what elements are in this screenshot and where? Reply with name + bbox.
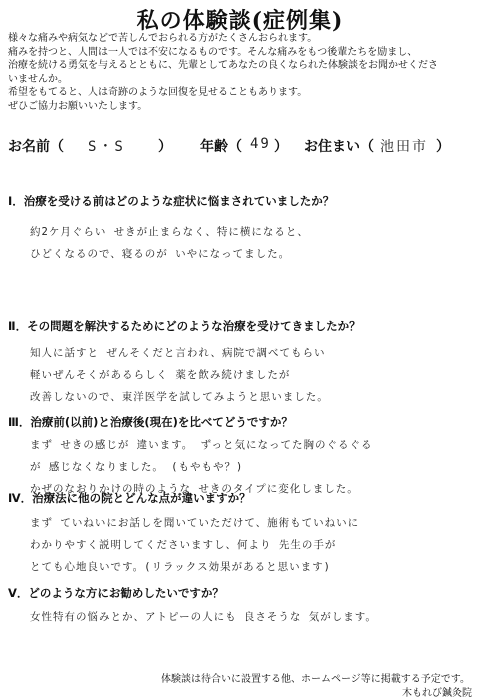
age-value: 49 (250, 136, 271, 152)
age-close: ） (274, 139, 288, 155)
intro-line: ぜひご協力お願いいたします。 (8, 100, 148, 112)
answer-4 (30, 512, 474, 578)
intro-line: いませんか。 (8, 73, 68, 85)
footer-note: 体験談は待合いに設置する他、ホームページ等に掲載する予定です。 (161, 674, 470, 685)
answer-5 (30, 606, 474, 628)
question-3: Ⅲ．治療前(以前)と治療後(現在)を比べてどうですか？ (8, 415, 293, 429)
answer-line: 約2ケ月ぐらい せきが止まらなく、特に横になると、 (30, 226, 309, 238)
answer-2 (30, 342, 474, 408)
clinic-name: 木もれび鍼灸院 (402, 688, 472, 699)
address-value: 池田市 (380, 139, 428, 155)
profile-row (8, 136, 474, 158)
intro-line: 様々な痛みや病気などで苦しんでおられる方がたくさんおられます。 (8, 33, 318, 44)
question-2: Ⅱ．その問題を解決するためにどのような治療を受けてきましたか？ (8, 319, 361, 333)
address-close: ） (436, 139, 450, 155)
page-title: 私の体験談(症例集) (136, 8, 344, 34)
intro-line: 治療を続ける勇気を与えるとともに、先輩としてあなたの良くなられた体験談をお聞かせくださ (8, 60, 438, 71)
answer-line: わかりやすく説明してくださいますし、何より 先生の手が (30, 539, 337, 551)
answer-line: とても心地良いです。(リラックス効果があると思います) (30, 561, 331, 573)
answer-line: 知人に話すと ぜんそくだと言われ、病院で調べてもらい (30, 347, 326, 359)
answer-line: 軽いぜんそくがあるらしく 薬を飲み続けましたが (30, 369, 291, 381)
question-4: Ⅳ．治療法に他の院とどんな点が違いますか？ (8, 491, 251, 505)
answer-line: かぜのなおりかけの時のような せきのタイプに変化しました。 (30, 483, 359, 495)
intro-line: 希望をもてると、人は奇跡のような回復を見せることもあります。 (8, 87, 308, 98)
answer-line: が 感じなくなりました。 (もやもや？) (30, 461, 244, 473)
answer-line: まず ていねいにお話しを聞いていただけて、施術もていねいに (30, 517, 360, 529)
question-1: Ⅰ．治療を受ける前はどのような症状に悩まされていましたか？ (8, 194, 335, 208)
answer-1 (30, 221, 474, 265)
answer-line: まず せきの感じが 違います。 ずっと気になってた胸のぐるぐる (30, 439, 373, 451)
name-label: お名前（ (8, 139, 64, 155)
name-value: S・S (88, 139, 125, 155)
intro-line: 痛みを持つと、人間は一人では不安になるものです。そんな痛みをもつ後輩たちを励まし、 (8, 46, 418, 58)
answer-line: 女性特有の悩みとか、アトピーの人にも 良さそうな 気がします。 (30, 611, 377, 623)
name-close: ） (158, 139, 172, 155)
address-label: お住まい（ (304, 139, 374, 155)
age-label: 年齢（ (200, 139, 242, 155)
intro-text (8, 32, 474, 113)
question-5: Ⅴ．どのような方にお勧めしたいですか？ (8, 586, 224, 600)
answer-line: ひどくなるので、寝るのが いやになってました。 (30, 248, 291, 260)
answer-line: 改善しないので、東洋医学を試してみようと思いました。 (30, 391, 329, 403)
